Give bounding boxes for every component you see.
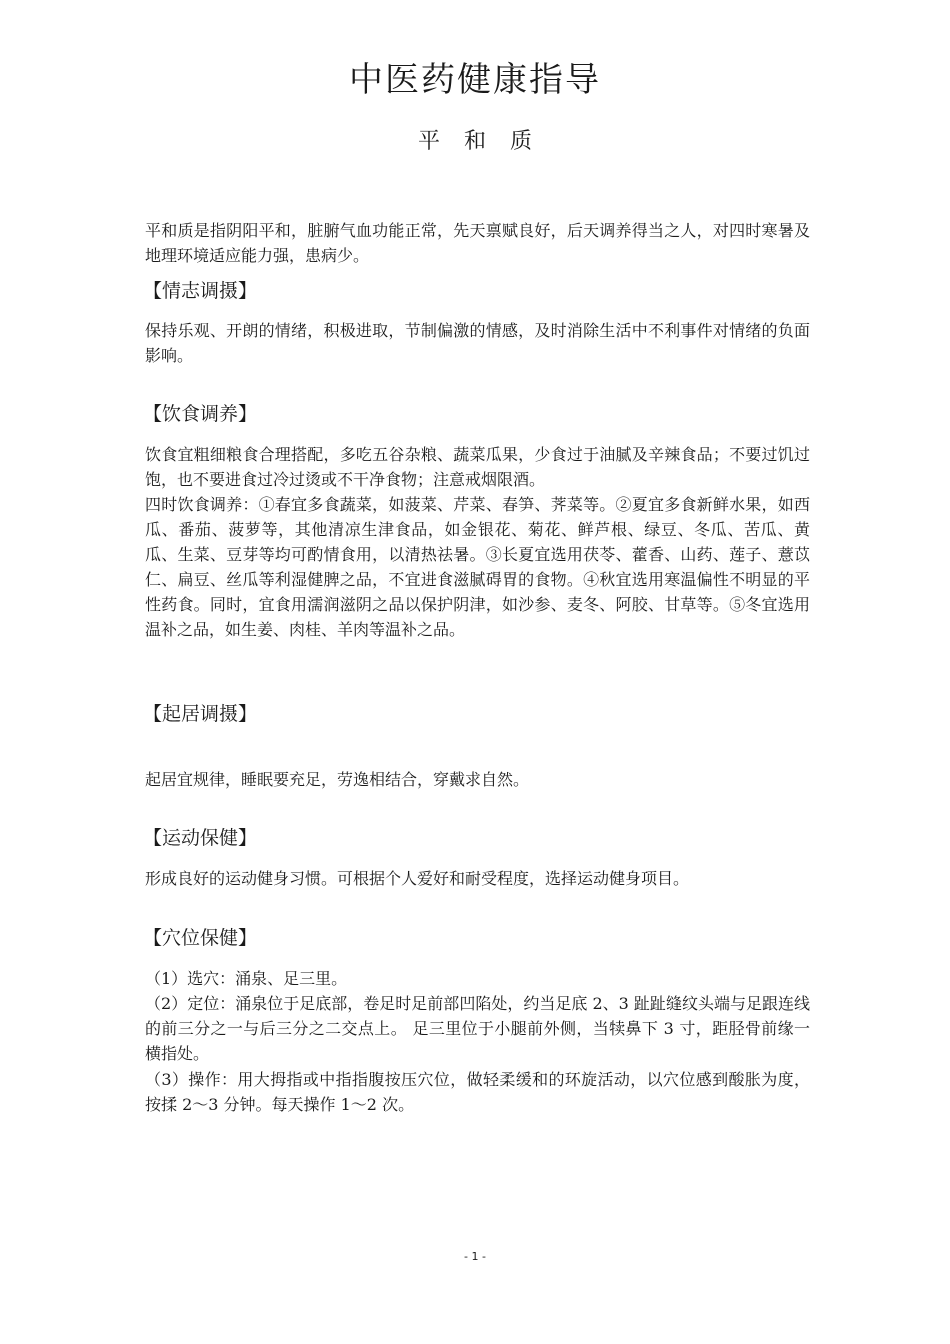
section-text-diet-2: 四时饮食调养：①春宜多食蔬菜，如菠菜、芹菜、春笋、荠菜等。②夏宜多食新鲜水果，如西瓜、番茄、菠萝等，其他清凉生津食品，如金银花、菊花、鲜芦根、绿豆、冬瓜、苦瓜、黄瓜、生菜、豆芽等均可酌情食用，以清热祛暑。③长夏宜选用茯苓、藿香、山药、莲子、薏苡仁、扁豆、丝瓜等利湿健脾之品，不宜进食滋腻碍胃的食物。④秋宜选用寒温偏性不明显的平性药食。同时，宜食用濡润滋阴之品以保护阴津，如沙参、麦冬、阿胶、甘草等。⑤冬宜选用温补之品，如生姜、肉桂、羊肉等温补之品。	[145, 495, 810, 639]
intro-paragraph: 平和质是指阴阳平和，脏腑气血功能正常，先天禀赋良好，后天调养得当之人，对四时寒暑及地理环境适应能力强，患病少。	[145, 221, 810, 265]
section-heading-living: 【起居调摄】	[143, 703, 258, 725]
section-text-living: 起居宜规律，睡眠要充足，劳逸相结合，穿戴求自然。	[145, 770, 530, 789]
acupoint-item-operation: （3）操作：用大拇指或中指指腹按压穴位，做轻柔缓和的环旋活动，以穴位感到酸胀为度，按揉 2～3 分钟。每天操作 1～2 次。	[145, 1070, 810, 1114]
section-heading-exercise: 【运动保健】	[143, 827, 258, 849]
section-text-emotion: 保持乐观、开朗的情绪，积极进取，节制偏激的情感，及时消除生活中不利事件对情绪的负面影响。	[145, 321, 810, 365]
section-heading-acupoint: 【穴位保健】	[143, 927, 258, 949]
page-number: - 1 -	[464, 1250, 486, 1263]
section-heading-emotion: 【情志调摄】	[143, 280, 258, 302]
section-text-diet-1: 饮食宜粗细粮食合理搭配，多吃五谷杂粮、蔬菜瓜果，少食过于油腻及辛辣食品；不要过饥过饱，也不要进食过冷过烫或不干净食物；注意戒烟限酒。	[145, 445, 810, 489]
acupoint-item-location: （2）定位：涌泉位于足底部，卷足时足前部凹陷处，约当足底 2、3 趾趾缝纹头端与足跟连线的前三分之一与后三分之二交点上。 足三里位于小腿前外侧，当犊鼻下 3 寸，距胫骨前缘一横指处。	[145, 994, 810, 1063]
document-subtitle: 平和质	[417, 129, 556, 154]
acupoint-item-selection: （1）选穴：涌泉、足三里。	[145, 969, 348, 988]
section-heading-diet: 【饮食调养】	[143, 403, 258, 425]
document-title: 中医药健康指导	[349, 60, 601, 100]
section-text-exercise: 形成良好的运动健身习惯。可根据个人爱好和耐受程度，选择运动健身项目。	[145, 869, 690, 888]
